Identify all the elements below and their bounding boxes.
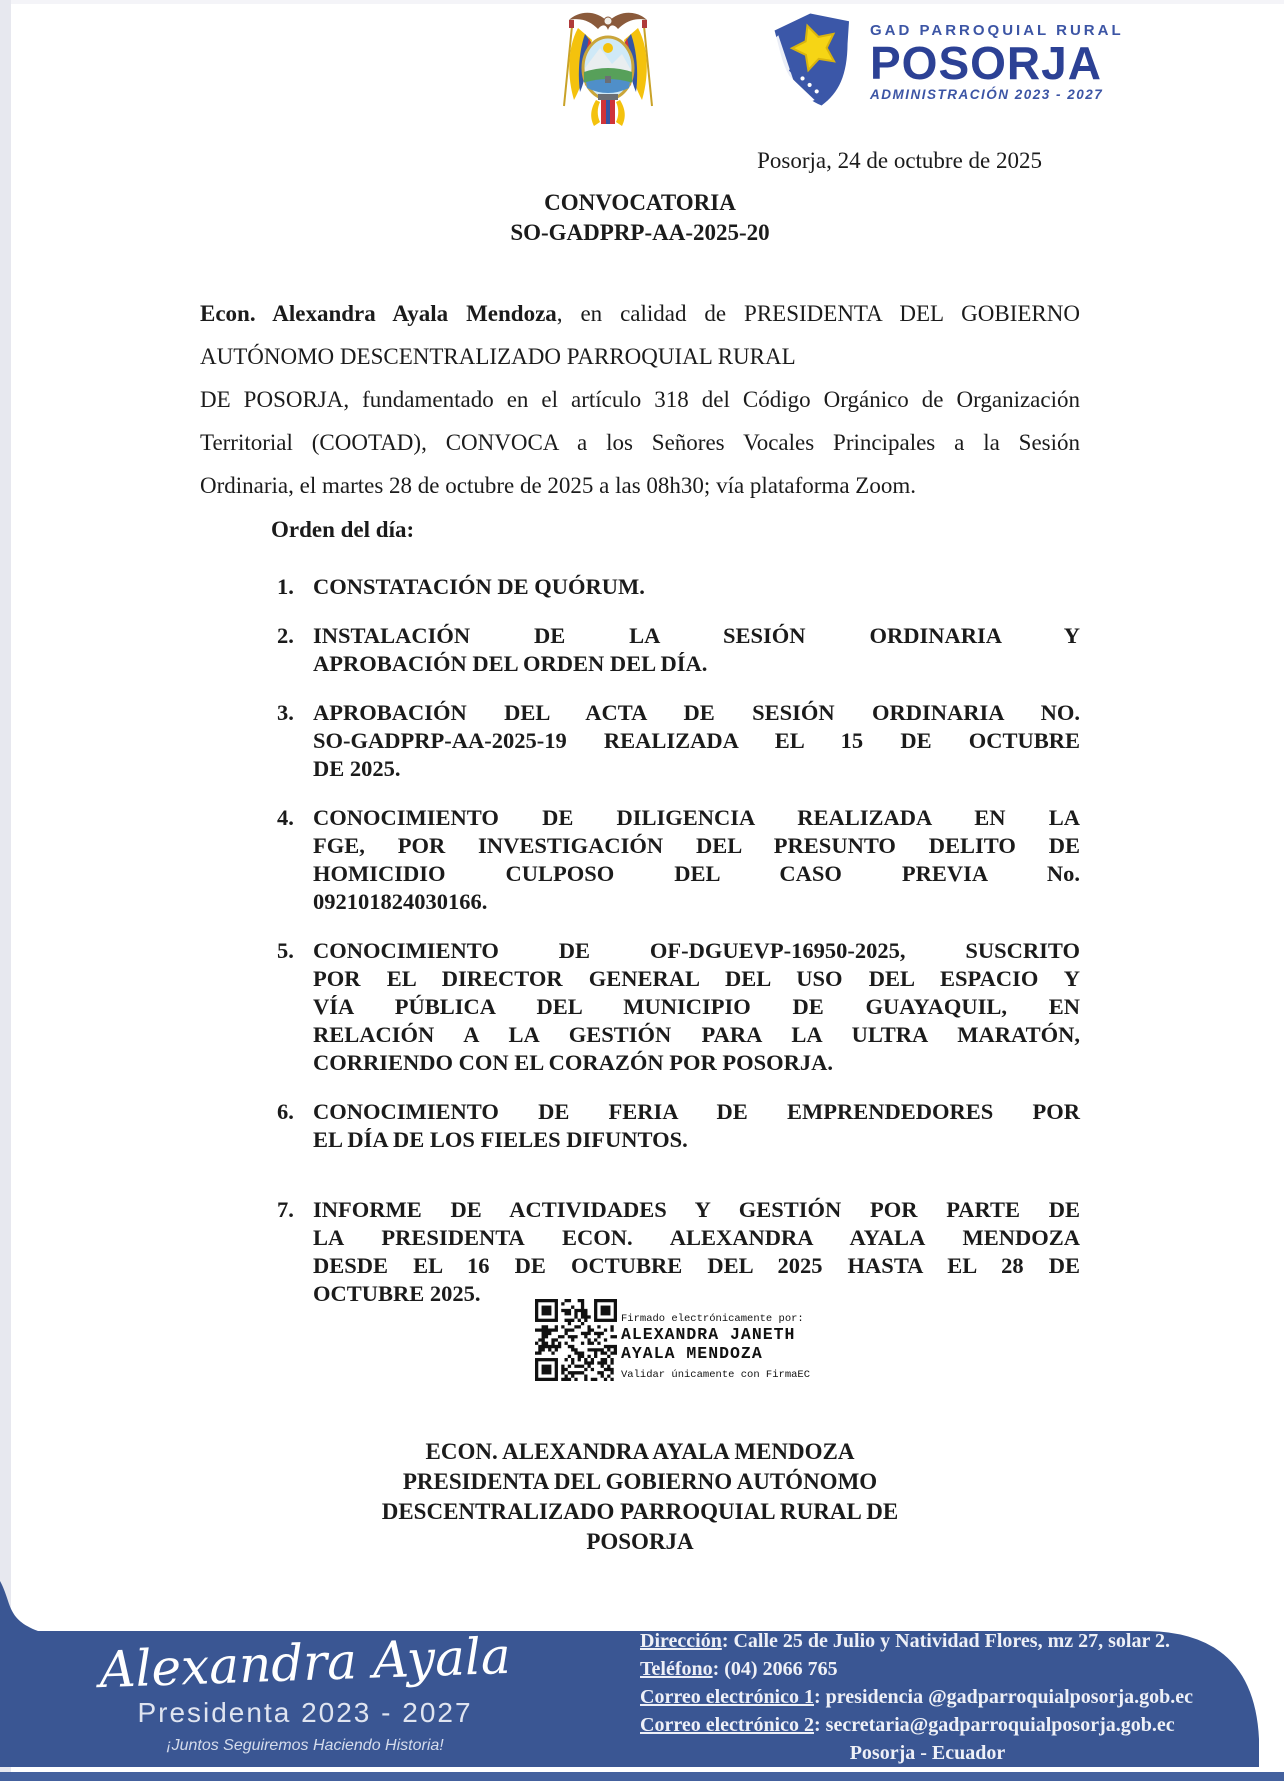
footer-band (0, 1575, 1284, 1781)
date-line: Posorja, 24 de octubre de 2025 (757, 148, 1042, 173)
signature-title-3: POSORJA (586, 1529, 694, 1554)
agenda-item-number: 2. (277, 623, 294, 648)
posorja-logo (768, 10, 1124, 114)
page-edge-left (0, 0, 11, 1781)
intro-paragraph (200, 292, 1080, 507)
agenda-item-number: 6. (277, 1099, 294, 1124)
agenda-item-1 (200, 573, 1080, 601)
phone-label: Teléfono (640, 1658, 713, 1680)
email1-value: : presidencia @gadparroquialposorja.gob.ec (814, 1686, 1193, 1708)
address-value: : Calle 25 de Julio y Natividad Flores, mz 27, solar 2. (721, 1630, 1170, 1652)
footer-slogan: ¡Juntos Seguiremos Haciendo Historia! (166, 1737, 444, 1754)
posorja-shield-icon (768, 10, 864, 110)
agenda-item-number: 1. (277, 574, 294, 599)
footer-location: Posorja - Ecuador (849, 1742, 1006, 1764)
ecuador-coat-of-arms-icon (556, 6, 660, 130)
email2-value: : secretaria@gadparroquialposorja.gob.ec (814, 1714, 1175, 1736)
document-code: SO-GADPRP-AA-2025-20 (510, 220, 770, 245)
qr-code-icon (535, 1299, 617, 1381)
document-body (200, 148, 1080, 1557)
signature-name: ECON. ALEXANDRA AYALA MENDOZA (425, 1439, 855, 1464)
agenda-item-7 (200, 1196, 1080, 1308)
document-title: CONVOCATORIA (544, 190, 736, 215)
agenda-item-3 (200, 699, 1080, 783)
email1-label: Correo electrónico 1 (640, 1686, 814, 1708)
contact-email-1 (640, 1683, 1215, 1711)
intro-line5: Ordinaria, el martes 28 de octubre de 2025 a las 08h30; vía plataforma Zoom. (200, 473, 916, 498)
email2-label: Correo electrónico 2 (640, 1714, 814, 1736)
footer-contact-block (640, 1627, 1215, 1767)
footer-script-signature: Alexandra Ayala (98, 1626, 512, 1700)
intro-signer-name: Econ. Alexandra Ayala Mendoza (200, 301, 557, 326)
signer-name-line1: ALEXANDRA JANETH (621, 1325, 796, 1344)
agenda-item-text: APROBACIÓN DEL ACTA DE SESIÓN ORDINARIA NO. SO-GADPRP-AA-2025-19 REALIZADA EL 15 DE OCTUBRE DE 2025. (313, 700, 1080, 781)
agenda-heading: Orden del día: (271, 517, 415, 542)
agenda-item-text: INFORME DE ACTIVIDADES Y GESTIÓN POR PARTE DE LA PRESIDENTA ECON. ALEXANDRA AYALA MENDOZA DESDE EL 16 DE OCTUBRE DEL 2025 HASTA EL 28 DE OCTUBRE 2025. (313, 1197, 1080, 1306)
agenda-item-number: 3. (277, 700, 294, 725)
agenda-item-text: CONOCIMIENTO DE DILIGENCIA REALIZADA EN LA FGE, POR INVESTIGACIÓN DEL PRESUNTO DELITO DE HOMICIDIO CULPOSO DEL CASO PREVIA No. 092101824030166. (313, 805, 1080, 914)
validate-label: Validar únicamente con FirmaEC (621, 1369, 811, 1381)
logo-admin-text: ADMINISTRACIÓN 2023 - 2027 (870, 87, 1104, 102)
agenda-list (200, 573, 1080, 1308)
logo-org-text: GAD PARROQUIAL RURAL (870, 22, 1124, 39)
agenda-item-6 (200, 1098, 1080, 1154)
agenda-item-text: CONOCIMIENTO DE FERIA DE EMPRENDEDORES POR EL DÍA DE LOS FIELES DIFUNTOS. (313, 1099, 1080, 1152)
agenda-item-4 (200, 804, 1080, 916)
intro-line4: Territorial (COOTAD), CONVOCA a los Señores Vocales Principales a la Sesión (200, 430, 1080, 455)
agenda-item-text: CONOCIMIENTO DE OF-DGUEVP-16950-2025, SUSCRITO POR EL DIRECTOR GENERAL DEL USO DEL ESPACIO Y VÍA PÚBLICA DEL MUNICIPIO DE GUAYAQUIL, EN RELACIÓN A LA GESTIÓN PARA LA ULTRA MARATÓN, CORRIENDO CON EL CORAZÓN POR POSORJA. (313, 938, 1080, 1075)
intro-line2: AUTÓNOMO DESCENTRALIZADO PARROQUIAL RURAL (200, 344, 796, 369)
electronic-signature (535, 1299, 1080, 1415)
agenda-item-2 (200, 622, 1080, 678)
title-block (200, 188, 1080, 248)
signature-title-2: DESCENTRALIZADO PARROQUIAL RURAL DE (381, 1499, 899, 1524)
signature-block (200, 1437, 1080, 1557)
logo-name-text: POSORJA (870, 37, 1102, 89)
agenda-item-number: 4. (277, 805, 294, 830)
phone-value: : (04) 2066 765 (712, 1658, 838, 1680)
footer-president-term: Presidenta 2023 - 2027 (137, 1697, 473, 1728)
address-label: Dirección (640, 1630, 722, 1652)
signed-by-label: Firmado electrónicamente por: (621, 1313, 804, 1325)
intro-line3: DE POSORJA, fundamentado en el artículo 318 del Código Orgánico de Organización (200, 387, 1080, 412)
page-edge-top (0, 0, 1284, 4)
signature-meta (621, 1313, 810, 1381)
contact-email-2 (640, 1711, 1215, 1739)
footer-signature-area (95, 1626, 515, 1755)
agenda-item-text: INSTALACIÓN DE LA SESIÓN ORDINARIA Y APROBACIÓN DEL ORDEN DEL DÍA. (313, 623, 1080, 676)
agenda-item-5 (200, 937, 1080, 1077)
intro-line1: , en calidad de PRESIDENTA DEL GOBIERNO (556, 301, 1080, 326)
signer-name-line2: AYALA MENDOZA (621, 1344, 763, 1363)
signature-title-1: PRESIDENTA DEL GOBIERNO AUTÓNOMO (402, 1469, 878, 1494)
agenda-item-text: CONSTATACIÓN DE QUÓRUM. (313, 574, 645, 599)
contact-address (640, 1627, 1215, 1655)
agenda-item-number: 7. (277, 1197, 294, 1222)
contact-phone (640, 1655, 1215, 1683)
agenda-item-number: 5. (277, 938, 294, 963)
